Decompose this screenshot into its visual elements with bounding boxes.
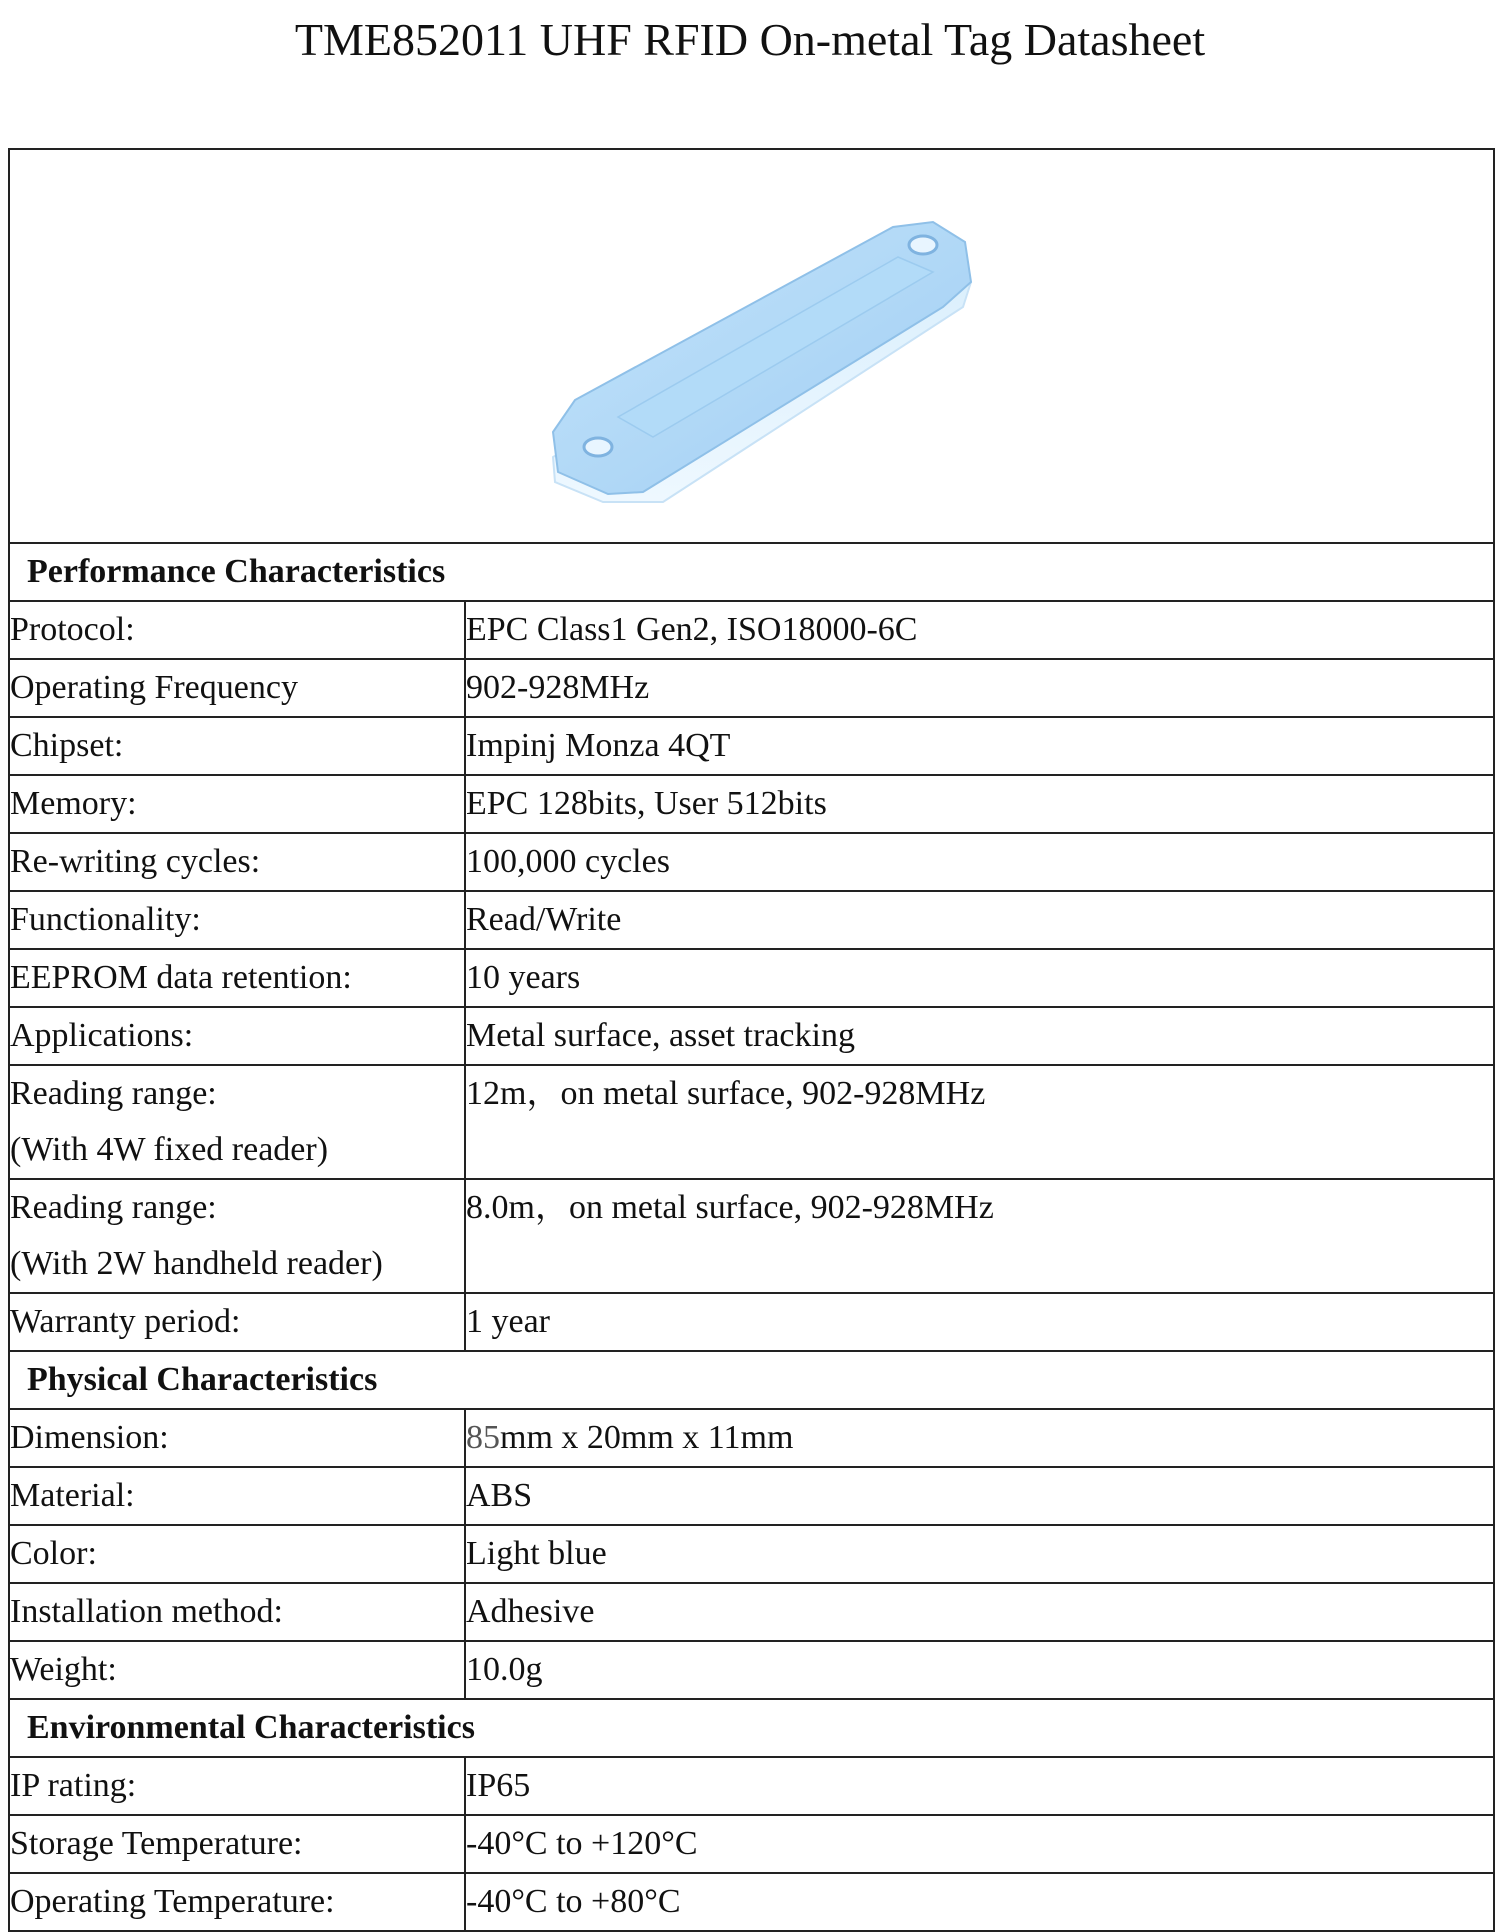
spec-label: EEPROM data retention: — [9, 949, 465, 1007]
spec-value: 10 years — [465, 949, 1494, 1007]
spec-row-reading-range-handheld — [9, 1179, 1494, 1293]
spec-row-memory — [9, 775, 1494, 833]
spec-value: -40°C to +120°C — [465, 1815, 1494, 1873]
spec-value: 8.0m，on metal surface, 902-928MHz — [465, 1179, 1494, 1293]
spec-label-note: (With 4W fixed reader) — [10, 1131, 329, 1168]
spec-label: IP rating: — [9, 1757, 465, 1815]
spec-row-dimension — [9, 1409, 1494, 1467]
spec-row-material — [9, 1467, 1494, 1525]
section-heading: Environmental Characteristics — [9, 1699, 1494, 1757]
spec-value: 10.0g — [465, 1641, 1494, 1699]
product-image-row — [9, 149, 1494, 543]
spec-row-applications — [9, 1007, 1494, 1065]
spec-label: Warranty period: — [9, 1293, 465, 1351]
product-image-cell — [9, 149, 1494, 543]
spec-value: Read/Write — [465, 891, 1494, 949]
spec-row-operating-frequency — [9, 659, 1494, 717]
spec-label: Operating Frequency — [9, 659, 465, 717]
spec-label: Chipset: — [9, 717, 465, 775]
spec-row-storage-temperature — [9, 1815, 1494, 1873]
spec-row-operating-temperature — [9, 1873, 1494, 1931]
spec-row-protocol — [9, 601, 1494, 659]
spec-value: 100,000 cycles — [465, 833, 1494, 891]
spec-value: Adhesive — [465, 1583, 1494, 1641]
spec-value: ABS — [465, 1467, 1494, 1525]
dimension-length: 85 — [466, 1419, 500, 1456]
spec-label-line: Reading range: — [10, 1075, 217, 1112]
spec-label: Installation method: — [9, 1583, 465, 1641]
document-title: TME852011 UHF RFID On-metal Tag Datasheet — [294, 14, 1206, 65]
rfid-tag-image — [503, 172, 1015, 512]
spec-row-weight — [9, 1641, 1494, 1699]
spec-label — [9, 1179, 465, 1293]
spec-label: Memory: — [9, 775, 465, 833]
spec-value: Impinj Monza 4QT — [465, 717, 1494, 775]
spec-value: Light blue — [465, 1525, 1494, 1583]
spec-value: Metal surface, asset tracking — [465, 1007, 1494, 1065]
spec-row-color — [9, 1525, 1494, 1583]
spec-row-eeprom-retention — [9, 949, 1494, 1007]
spec-row-warranty — [9, 1293, 1494, 1351]
spec-value: 12m，on metal surface, 902-928MHz — [465, 1065, 1494, 1179]
dimension-rest: mm x 20mm x 11mm — [500, 1419, 794, 1456]
spec-label: Re-writing cycles: — [9, 833, 465, 891]
spec-value: 1 year — [465, 1293, 1494, 1351]
section-heading: Performance Characteristics — [9, 543, 1494, 601]
spec-label: Protocol: — [9, 601, 465, 659]
spec-label — [9, 1065, 465, 1179]
spec-row-functionality — [9, 891, 1494, 949]
spec-value: EPC 128bits, User 512bits — [465, 775, 1494, 833]
spec-label: Functionality: — [9, 891, 465, 949]
spec-label: Dimension: — [9, 1409, 465, 1467]
spec-label-line: Reading range: — [10, 1189, 217, 1226]
spec-value: IP65 — [465, 1757, 1494, 1815]
section-heading: Physical Characteristics — [9, 1351, 1494, 1409]
spec-label: Applications: — [9, 1007, 465, 1065]
spec-value: 902-928MHz — [465, 659, 1494, 717]
spec-label: Material: — [9, 1467, 465, 1525]
spec-row-rewriting-cycles — [9, 833, 1494, 891]
spec-value: -40°C to +80°C — [465, 1873, 1494, 1931]
spec-row-installation — [9, 1583, 1494, 1641]
spec-label-note: (With 2W handheld reader) — [10, 1245, 383, 1282]
spec-row-ip-rating — [9, 1757, 1494, 1815]
spec-value — [465, 1409, 1494, 1467]
environmental-section-header — [9, 1699, 1494, 1757]
spec-label: Operating Temperature: — [9, 1873, 465, 1931]
spec-value: EPC Class1 Gen2, ISO18000-6C — [465, 601, 1494, 659]
spec-label: Color: — [9, 1525, 465, 1583]
spec-label: Weight: — [9, 1641, 465, 1699]
spec-row-chipset — [9, 717, 1494, 775]
spec-row-reading-range-fixed — [9, 1065, 1494, 1179]
performance-section-header — [9, 543, 1494, 601]
physical-section-header — [9, 1351, 1494, 1409]
spec-label: Storage Temperature: — [9, 1815, 465, 1873]
datasheet-table — [8, 148, 1495, 1932]
